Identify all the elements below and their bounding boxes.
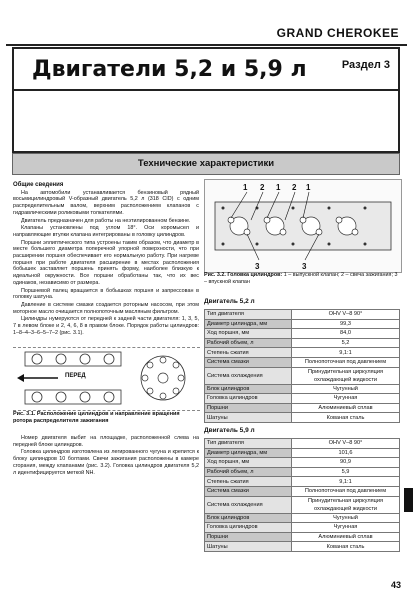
spec-row <box>205 542 400 552</box>
spec-value: OHV V–8 90° <box>292 310 400 320</box>
spec-key: Тип двигателя <box>205 310 292 320</box>
callout-2: 2 <box>292 183 297 192</box>
spec-value: Кованая сталь <box>292 413 400 423</box>
spec-row <box>205 338 400 348</box>
spec-row <box>205 496 400 513</box>
spec-value: Чугунный <box>292 384 400 394</box>
spec-key: Степень сжатия <box>205 477 292 487</box>
spec-key: Блок цилиндров <box>205 513 292 523</box>
general-paragraph: Поршни эллиптического типа устроены таким образом, что диаметр в месте большего диаметра поперечной упорной поверхности, что при расширении поршня обеспечивает его нормальную работу. При нагреве поршня при работе двигателя расширение в местах расположения бобышек заставляет поршень принять форму, наиболее близкую к идеальной окружности. Все поршни обработаны так, что их вес одинаков, независимо от размера. <box>13 239 199 286</box>
spec-value: Чугунная <box>292 394 400 404</box>
spec-row <box>205 513 400 523</box>
spec-value: 99,3 <box>292 319 400 329</box>
spec-value: Алюминиевый сплав <box>292 532 400 542</box>
brand-header: GRAND CHEROKEE <box>276 26 399 40</box>
cylinder-layout-diagram <box>13 348 200 410</box>
spec-row <box>205 403 400 413</box>
spec-key: Диаметр цилиндра, мм <box>205 319 292 329</box>
spec-row <box>205 348 400 358</box>
figure-3-2-caption-label: Рис. 3.2. Головка цилиндров: <box>204 272 283 278</box>
figure-3-1-caption: Рис. 3.1. Расположение цилиндров и направление вращения ротора распределителя зажигания <box>13 411 180 424</box>
spec-key: Ход поршня, мм <box>205 458 292 468</box>
callout-2: 2 <box>260 183 265 192</box>
general-info-column-2 <box>13 435 199 477</box>
spec-value: Кованая сталь <box>292 542 400 552</box>
spec-key: Шатуны <box>205 413 292 423</box>
spec-value: 5,9 <box>292 467 400 477</box>
spec-key: Головка цилиндров <box>205 523 292 533</box>
chapter-title-panel <box>12 91 400 153</box>
general-paragraph: На автомобили устанавливается бензиновый рядный восьмицилиндровый V-образный двигатель 5,2 л (318 CID) с одним распределительным валом, верхним расположением клапанов с гидравлическими роликовыми толкателями. <box>13 189 199 216</box>
callout-3: 3 <box>255 262 260 271</box>
engine-59-specs-table <box>204 438 400 552</box>
spec-key: Тип двигателя <box>205 439 292 449</box>
spec-row <box>205 413 400 423</box>
spec-value: Чугунная <box>292 523 400 533</box>
general-paragraph: Цилиндры нумеруются от передней к задней части двигателя: 1, 3, 5, 7 в левом блоке и 2, 4, 6, 8 в правом блоке. Порядок работы цилиндров: 1–8–4–3–6–5–7–2 (рис. 3.1). <box>13 316 199 336</box>
spec-key: Система смазки <box>205 486 292 496</box>
general-paragraph: Головка цилиндров изготовлена из легированного чугуна и крепится к блоку цилиндров 10 болтами. Свечи зажигания расположены в камере сгорания, между клапанами (рис. 3.2). Головка цилиндров двигателя 5,2 л идентифицируется меткой NH. <box>13 449 199 476</box>
general-paragraph: Номер двигателя выбит на площадке, расположенной слева на передней блоке цилиндров. <box>13 435 199 448</box>
engine-52-specs-table <box>204 309 400 423</box>
spec-value: Принудительная циркуляция охлаждающей жидкости <box>292 367 400 384</box>
spec-row <box>205 477 400 487</box>
chapter-title: Двигатели 5,2 и 5,9 л <box>32 57 307 82</box>
chapter-title-box <box>12 47 400 91</box>
general-heading: Общие сведения <box>13 182 64 188</box>
spec-row <box>205 467 400 477</box>
spec-key: Блок цилиндров <box>205 384 292 394</box>
general-paragraph: Давление в системе смазки создается роторным насосом, при этом моторное масло очищается полнопоточным масляным фильтром. <box>13 301 199 315</box>
spec-row <box>205 329 400 339</box>
spec-value: 9,1:1 <box>292 348 400 358</box>
spec-key: Поршни <box>205 403 292 413</box>
callout-1: 1 <box>243 183 248 192</box>
spec-row <box>205 310 400 320</box>
spec-value: Полнопоточная под давлением <box>292 486 400 496</box>
spec-value: Алюминиевый сплав <box>292 403 400 413</box>
general-paragraph: Двигатель предназначен для работы на неэтилированном бензине. <box>21 217 191 224</box>
spec-row <box>205 523 400 533</box>
front-label: ПЕРЕД <box>65 373 86 379</box>
spec-value: 84,0 <box>292 329 400 339</box>
spec-key: Ход поршня, мм <box>205 329 292 339</box>
spec-row <box>205 319 400 329</box>
spec-row <box>205 439 400 449</box>
page-edge-marker <box>404 488 413 512</box>
spec-value: 5,2 <box>292 338 400 348</box>
spec-value: 9,1:1 <box>292 477 400 487</box>
engine-52-title: Двигатель 5,2 л <box>204 298 255 305</box>
spec-value: OHV V–8 90° <box>292 439 400 449</box>
callout-1: 1 <box>306 183 311 192</box>
figure-3-1 <box>13 347 200 411</box>
callout-1: 1 <box>276 183 281 192</box>
spec-value: Принудительная циркуляция охлаждающей жидкости <box>292 496 400 513</box>
spec-key: Система охлаждения <box>205 496 292 513</box>
spec-row <box>205 367 400 384</box>
spec-row <box>205 458 400 468</box>
spec-key: Степень сжатия <box>205 348 292 358</box>
spec-row <box>205 448 400 458</box>
spec-key: Головка цилиндров <box>205 394 292 404</box>
general-paragraph: Поршневой палец вращается в бобышках поршня и запрессован в головку шатуна. <box>13 287 199 301</box>
spec-key: Рабочий объем, л <box>205 467 292 477</box>
spec-value: Чугунный <box>292 513 400 523</box>
callout-3: 3 <box>302 262 307 271</box>
spec-key: Шатуны <box>205 542 292 552</box>
spec-key: Поршни <box>205 532 292 542</box>
specs-heading: Технические характеристики <box>12 153 400 175</box>
general-info-column <box>13 182 199 337</box>
page-number: 43 <box>390 580 401 590</box>
figure-3-2 <box>204 179 402 273</box>
spec-value: 90,9 <box>292 458 400 468</box>
spec-key: Диаметр цилиндра, мм <box>205 448 292 458</box>
engine-59-title: Двигатель 5,9 л <box>204 427 255 434</box>
figure-3-2-caption <box>204 272 400 286</box>
spec-row <box>205 384 400 394</box>
spec-key: Рабочий объем, л <box>205 338 292 348</box>
figure-3-2-caption-text: 1 – выпускной клапан; 2 – свеча зажигания; 3 – впускной клапан <box>204 272 398 285</box>
general-paragraph: Клапаны установлены под углом 18°. Оси коромысел и направляющие втулки клапана интегрированы в головку цилиндров. <box>13 225 199 238</box>
spec-row <box>205 486 400 496</box>
spec-row <box>205 357 400 367</box>
spec-value: 101,6 <box>292 448 400 458</box>
spec-value: Полнопоточная под давлением <box>292 357 400 367</box>
spec-key: Система охлаждения <box>205 367 292 384</box>
spec-row <box>205 394 400 404</box>
section-label: Раздел 3 <box>341 59 390 71</box>
cylinder-head-drawing <box>205 180 401 272</box>
spec-key: Система смазки <box>205 357 292 367</box>
spec-row <box>205 532 400 542</box>
